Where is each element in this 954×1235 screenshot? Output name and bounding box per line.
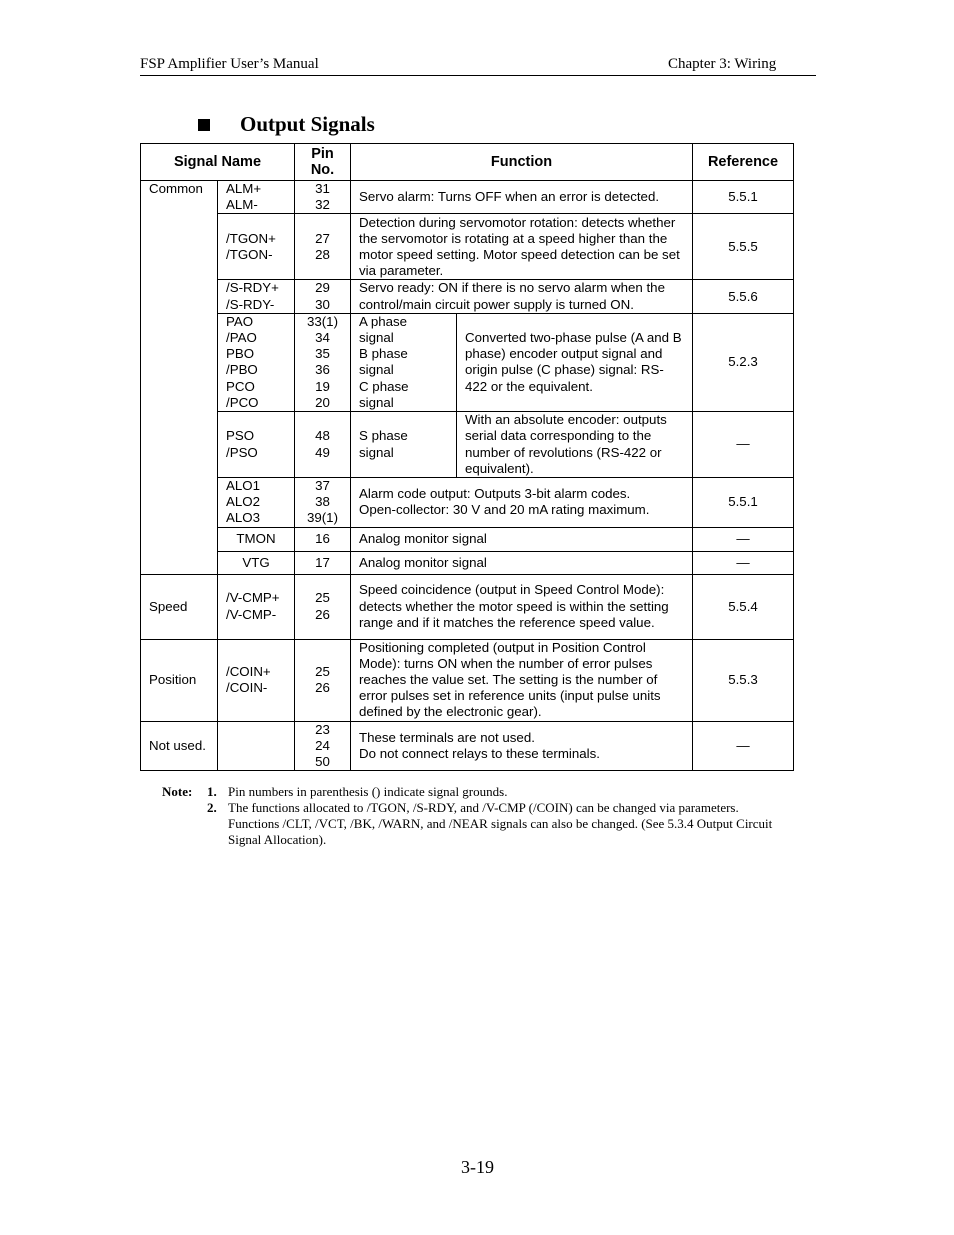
table-row [141, 639, 794, 721]
pin-numbers: 37 38 39(1) [295, 478, 351, 528]
header-reference: Reference [693, 144, 794, 181]
table-row [141, 721, 794, 771]
signal-name: /S-RDY+ /S-RDY- [218, 280, 295, 313]
function-text: Analog monitor signal [351, 551, 693, 574]
table-row [141, 478, 794, 528]
function-text: Speed coincidence (output in Speed Control Mode): detects whether the motor speed is within the setting range and if it matches the reference speed value. [351, 574, 693, 639]
table-row [141, 313, 794, 411]
reference: 5.5.1 [693, 181, 794, 214]
reference: — [693, 721, 794, 771]
pin-numbers: 25 26 [295, 639, 351, 721]
pin-numbers: 27 28 [295, 214, 351, 280]
function-text: With an absolute encoder: outputs serial data corresponding to the number of revolutions (RS-422 or equivalent). [457, 412, 693, 478]
reference: 5.2.3 [693, 313, 794, 411]
group-common: Common [141, 181, 218, 575]
pin-numbers: 48 49 [295, 412, 351, 478]
group-not-used: Not used. [141, 721, 218, 771]
header-chapter: Chapter 3: Wiring [668, 56, 777, 72]
signal-name: VTG [218, 551, 295, 574]
reference: — [693, 551, 794, 574]
pin-numbers: 23 24 50 [295, 721, 351, 771]
section-heading [198, 112, 375, 137]
square-bullet-icon [198, 119, 210, 131]
reference: 5.5.5 [693, 214, 794, 280]
pin-numbers: 31 32 [295, 181, 351, 214]
signal-name [218, 721, 295, 771]
pin-numbers: 16 [295, 527, 351, 551]
notes-label: Note: [162, 784, 193, 799]
output-signals-table [140, 143, 794, 771]
function-text: Servo alarm: Turns OFF when an error is detected. [351, 181, 693, 214]
pin-numbers: 33(1) 34 35 36 19 20 [295, 313, 351, 411]
table-row [141, 280, 794, 313]
page-number: 3-19 [461, 1157, 494, 1177]
function-text: Analog monitor signal [351, 527, 693, 551]
function-text: Positioning completed (output in Position Control Mode): turns ON when the number of error pulses reaches the value set. The setting is the number of error pulses set in reference units (input pulse units defined by the electronic gear). [351, 639, 693, 721]
reference: 5.5.4 [693, 574, 794, 639]
function-subsignal: S phase signal [351, 412, 457, 478]
section-title: Output Signals [240, 112, 375, 136]
group-position: Position [141, 639, 218, 721]
note-text: Pin numbers in parenthesis () indicate signal grounds. [228, 784, 508, 799]
note-number: 1. [207, 784, 217, 799]
reference: 5.5.6 [693, 280, 794, 313]
table-row [141, 551, 794, 574]
function-text: Alarm code output: Outputs 3-bit alarm codes. Open-collector: 30 V and 20 mA rating maximum. [351, 478, 693, 528]
table-row [141, 527, 794, 551]
signal-name: /TGON+ /TGON- [218, 214, 295, 280]
table-row [141, 412, 794, 478]
function-text: Detection during servomotor rotation: detects whether the servomotor is rotating at a speed higher than the motor speed setting. Motor speed detection can be set via parameter. [351, 214, 693, 280]
reference: 5.5.3 [693, 639, 794, 721]
pin-numbers: 25 26 [295, 574, 351, 639]
signal-name: ALM+ ALM- [218, 181, 295, 214]
group-speed: Speed [141, 574, 218, 639]
signal-name: TMON [218, 527, 295, 551]
header-signal-name: Signal Name [141, 144, 295, 181]
signal-name: ALO1 ALO2 ALO3 [218, 478, 295, 528]
table-row [141, 574, 794, 639]
note-number: 2. [207, 800, 217, 815]
function-text: Servo ready: ON if there is no servo alarm when the control/main circuit power supply is turned ON. [351, 280, 693, 313]
pin-numbers: 29 30 [295, 280, 351, 313]
pin-numbers: 17 [295, 551, 351, 574]
table-row [141, 181, 794, 214]
header-pin-no: Pin No. [295, 144, 351, 181]
reference: 5.5.1 [693, 478, 794, 528]
table-header-row [141, 144, 794, 181]
function-text: These terminals are not used. Do not connect relays to these terminals. [351, 721, 693, 771]
reference: — [693, 412, 794, 478]
function-subsignal: A phase signal B phase signal C phase signal [351, 313, 457, 411]
function-text: Converted two-phase pulse (A and B phase) encoder output signal and origin pulse (C phase) signal: RS-422 or the equivalent. [457, 313, 693, 411]
header-rule [140, 75, 816, 76]
reference: — [693, 527, 794, 551]
table-row [141, 214, 794, 280]
header-function: Function [351, 144, 693, 181]
signal-name: PAO /PAO PBO /PBO PCO /PCO [218, 313, 295, 411]
header-manual-title: FSP Amplifier User’s Manual [140, 56, 319, 72]
note-text: The functions allocated to /TGON, /S-RDY, and /V-CMP (/COIN) can be changed via parameters. Functions /CLT, /VCT, /BK, /WARN, and /NEAR signals can also be changed. (See 5.3.4 Output Circuit Signal Allocation). [228, 800, 773, 847]
signal-name: /V-CMP+ /V-CMP- [218, 574, 295, 639]
signal-name: PSO /PSO [218, 412, 295, 478]
signal-name: /COIN+ /COIN- [218, 639, 295, 721]
